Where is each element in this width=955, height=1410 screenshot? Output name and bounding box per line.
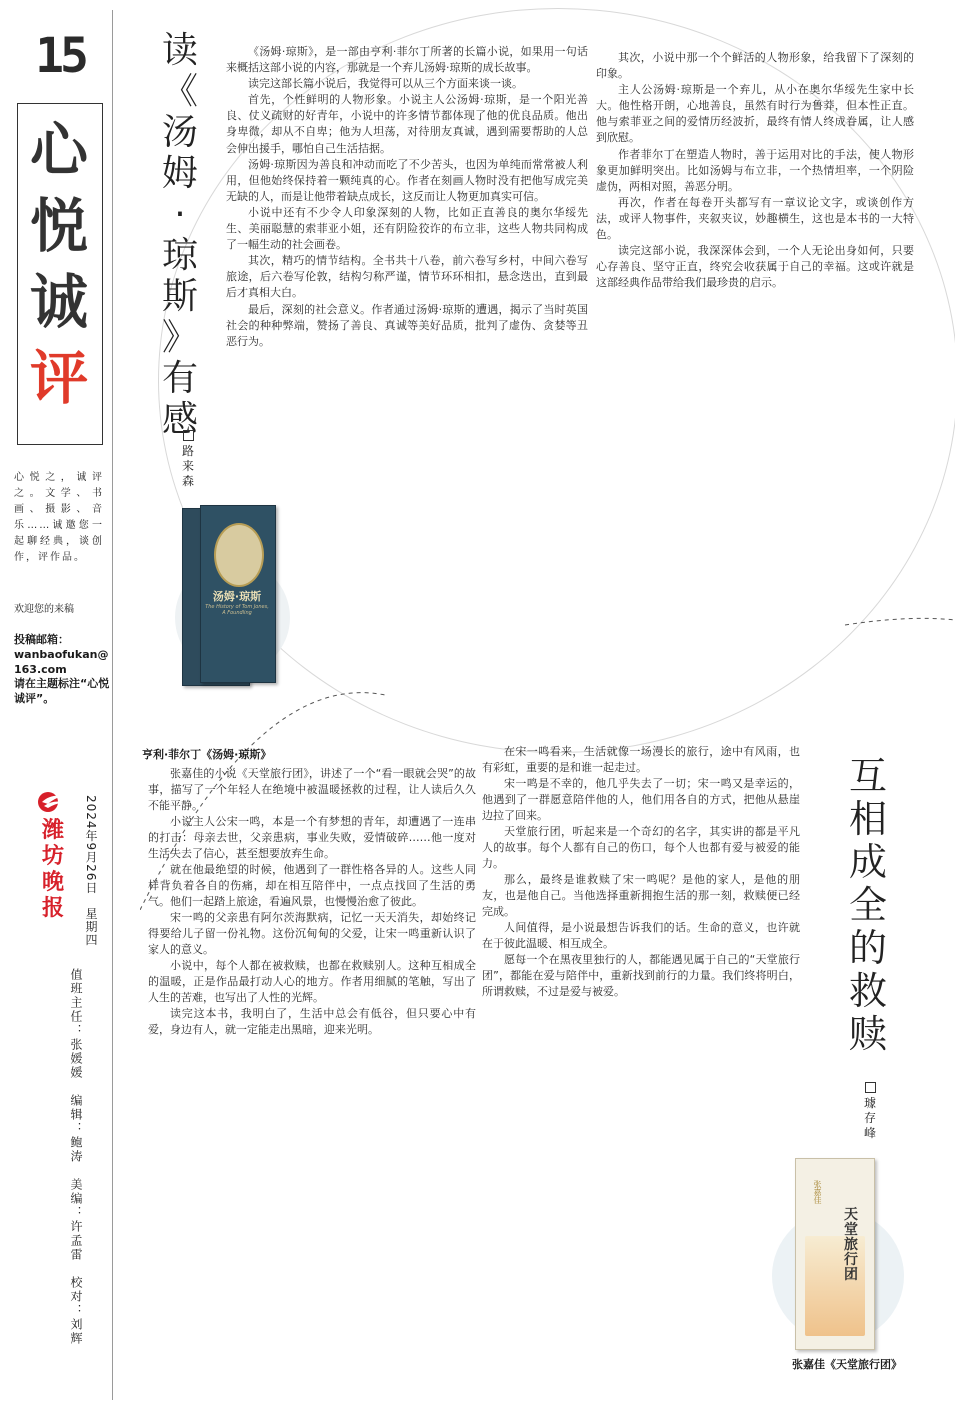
article2-author: 璩 存 峰 — [860, 1082, 880, 1141]
newspaper-name: 潍 坊 晚 报 — [41, 818, 64, 921]
paragraph: 再次，作者在每卷开头都写有一章议论文字，或谈创作方法，或评人物事件，夹叙夹议，妙趣横生，这也是本书的一大特色。 — [596, 195, 914, 242]
paragraph: 那么，最终是谁救赎了宋一鸣呢？是他的家人，是他的朋友，也是他自己。当他选择重新拥抱生活的那一刻，救赎便已经完成。 — [482, 873, 800, 918]
paragraph: 主人公汤姆·琼斯是一个弃儿，从小在奥尔华绥先生家中长大。他性格开朗，心地善良，虽然有时行为鲁莽，但本性正直。他与索菲亚之间的爱情历经波折，最终有情人终成眷属，让人感到欣慰。 — [596, 83, 914, 145]
paragraph: 天堂旅行团，听起来是一个奇幻的名字，其实讲的都是平凡人的故事。每个人都有自己的伤口，每个人也都有爱与被爱的能力。 — [482, 825, 800, 870]
editorial-credits: 值班主任：张媛媛 编辑：鲍涛 美编：许孟雷 校对：刘辉 — [69, 968, 83, 1346]
welcome-text: 欢迎您的来稿 — [14, 604, 74, 615]
book1-portrait-icon — [214, 523, 264, 587]
book1-subtitle: The History of Tom Jones, A Foundling — [205, 604, 269, 616]
paragraph: 《汤姆·琼斯》，是一部由亨利·菲尔丁所著的长篇小说，如果用一句话来概括这部小说的内容，那就是一个弃儿汤姆·琼斯的成长故事。 — [226, 45, 588, 75]
article1-author: 路 来 森 — [178, 430, 198, 489]
article2-body-col2 — [482, 744, 800, 1399]
paragraph: 就在他最绝望的时候，他遇到了一群性格各异的人。这些人同样背负着各自的伤痛，却在相互陪伴中，一点点找回了生活的勇气。他们一起踏上旅途，看遍风景，也慢慢治愈了彼此。 — [148, 863, 476, 908]
column-title-char: 诚 — [29, 268, 88, 336]
paragraph: 首先，个性鲜明的人物形象。小说主人公汤姆·琼斯，是一个阳光善良、仗义疏财的好青年，小说中的许多情节都体现了他的优良品质。他出身卑微，却从不自卑；他为人坦荡，对待朋友真诚，遇到需要帮助的人总会伸出援手，哪怕自己生活拮据。 — [226, 93, 588, 155]
paragraph: 愿每一个在黑夜里独行的人，都能遇见属于自己的“天堂旅行团”，都能在爱与陪伴中，重新找到前行的力量。我们终将明白，所谓救赎，不过是爱与被爱。 — [482, 953, 800, 998]
paragraph: 汤姆·琼斯因为善良和冲动而吃了不少苦头，也因为单纯而常常被人利用，但他始终保持着一颗纯真的心。作者在刻画人物时没有把他写成完美无缺的人，而是让他带着缺点成长，这反而让人物更加真实可信。 — [226, 157, 588, 203]
submit-note: 请在主题标注“心悦诚评”。 — [14, 677, 110, 705]
publication-date: 2024年9月26日 星期四 — [84, 795, 98, 947]
book2-author: 张嘉佳 — [813, 1180, 822, 1204]
column-title-char: 悦 — [29, 192, 88, 260]
paragraph: 最后，深刻的社会意义。作者通过汤姆·琼斯的遭遇，揭示了当时英国社会的种种弊端，赞扬了善良、真诚等美好品质，批判了虚伪、贪婪等丑恶行为。 — [226, 302, 588, 348]
column-title — [17, 112, 101, 416]
paragraph: 读完这部小说，我深深体会到，一个人无论出身如何，只要心存善良、坚守正直，终究会收获属于自己的幸福。这或许就是这部经典作品带给我们最珍贵的启示。 — [596, 244, 914, 290]
book1-caption: 亨利·菲尔丁《汤姆·琼斯》 — [142, 748, 272, 761]
paragraph: 在宋一鸣看来，生活就像一场漫长的旅行，途中有风雨，也有彩虹，重要的是和谁一起走过。 — [482, 745, 800, 774]
paragraph: 小说中还有不少令人印象深刻的人物，比如正直善良的奥尔华绥先生、美丽聪慧的索菲亚小姐，还有阴险狡诈的布立非，这些人物共同构成了一幅生动的社会画卷。 — [226, 205, 588, 252]
submit-label: 投稿邮箱： — [14, 633, 69, 646]
submit-email[interactable]: wanbaofukan@163.com — [14, 648, 109, 676]
book2-title: 天 堂 旅 行 团 — [844, 1207, 858, 1283]
paragraph: 张嘉佳的小说《天堂旅行团》，讲述了一个“看一眼就会哭”的故事，描写了一个年轻人在绝境中被温暖拯救的过程，让人读后久久不能平静。 — [148, 767, 476, 812]
column-intro: 心悦之，诚评之。文学、书画、摄影、音乐……诚邀您一起聊经典，谈创作，评作品。 — [14, 472, 104, 563]
column-title-char: 心 — [29, 116, 88, 184]
page-number: 15 — [35, 28, 85, 84]
paragraph: 宋一鸣的父亲患有阿尔茨海默病，记忆一天天消失，却始终记得要给儿子留一份礼物。这份沉甸甸的父爱，让宋一鸣重新认识了家人的意义。 — [148, 911, 476, 956]
paragraph: 读完这部长篇小说后，我觉得可以从三个方面来谈一谈。 — [248, 77, 523, 91]
book2-caption: 张嘉佳《天堂旅行团》 — [792, 1358, 902, 1371]
paragraph: 作者菲尔丁在塑造人物时，善于运用对比的手法，使人物形象更加鲜明突出。比如汤姆与布立非，一个热情坦率，一个阴险虚伪，两相对照，善恶分明。 — [596, 147, 914, 193]
paragraph: 人间值得，是小说最想告诉我们的话。生命的意义，也许就在于彼此温暖、相互成全。 — [482, 921, 800, 950]
author-mark-icon — [865, 1082, 876, 1093]
newspaper-logo-icon — [36, 790, 66, 814]
paragraph: 读完这本书，我明白了，生活中总会有低谷，但只要心中有爱，身边有人，就一定能走出黑暗，迎来光明。 — [148, 1007, 476, 1036]
author-mark-icon — [183, 430, 194, 441]
article1-body-col2 — [596, 50, 914, 686]
article1-title: 读 《 汤 姆 · 琼 斯 》 有 感 — [161, 30, 198, 440]
paragraph: 宋一鸣是不幸的，他几乎失去了一切；宋一鸣又是幸运的，他遇到了一群愿意陪伴他的人，他们用各自的方式，把他从悬崖边拉了回来。 — [482, 777, 800, 822]
paragraph: 小说中，每个人都在被救赎，也都在救赎别人。这种互相成全的温暖，正是作品最打动人心的地方。作者用细腻的笔触，写出了人生的苦难，也写出了人性的光辉。 — [148, 959, 476, 1004]
book1-title: 汤姆·琼斯 — [212, 590, 262, 603]
paragraph: 其次，精巧的情节结构。全书共十八卷，前六卷写乡村，中间六卷写旅途，后六卷写伦敦，结构匀称严谨，情节环环相扣，悬念迭出，直到最后才真相大白。 — [226, 254, 588, 300]
article2-title: 互 相 成 全 的 救 赎 — [848, 754, 887, 1056]
paragraph: 其次，小说中那一个个鲜活的人物形象，给我留下了深刻的印象。 — [596, 51, 914, 81]
article2-body-col1 — [148, 744, 476, 1399]
paragraph: 小说主人公宋一鸣，本是一个有梦想的青年，却遭遇了一连串的打击：母亲去世，父亲患病，事业失败，爱情破碎……他一度对生活失去了信心，甚至想要放弃生命。 — [148, 815, 476, 860]
column-title-char: 评 — [29, 344, 88, 412]
sidebar-divider — [112, 10, 113, 1400]
